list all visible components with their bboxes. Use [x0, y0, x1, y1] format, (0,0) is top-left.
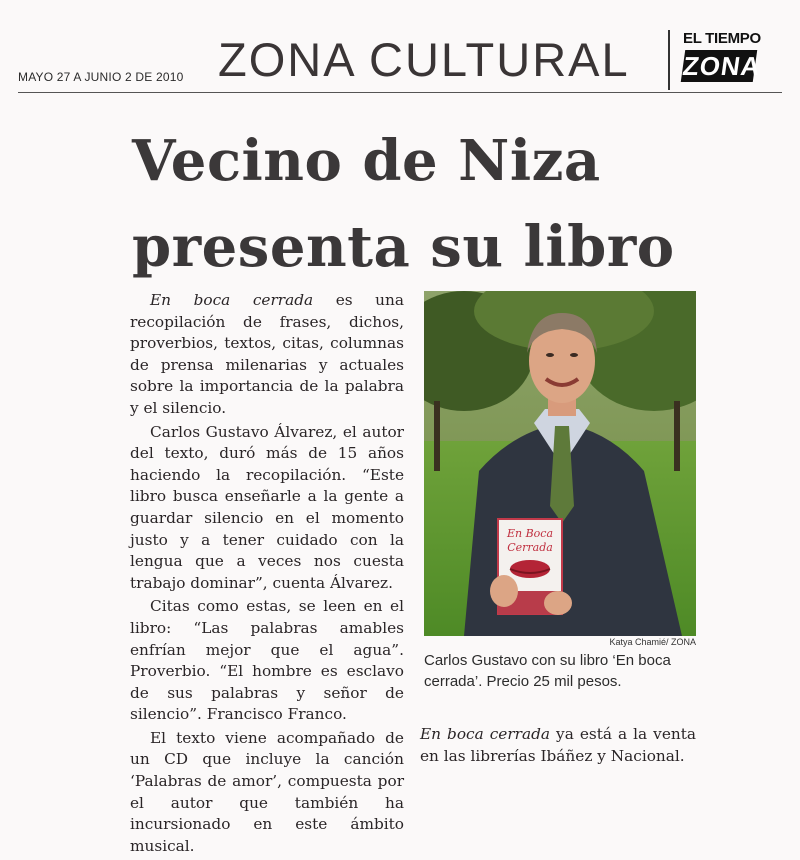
headline-line-1: Vecino de Niza [132, 128, 601, 194]
paragraph-2-text: Carlos Gustavo Álvarez, el autor del texto, duró más de 15 años haciendo la recopilación. “Este libro busca enseñarle a la gente a guardar silencio en el momento justo y a tener cuidado con la lengua que a veces nos cuesta trabajo dominar”, cuenta Álvarez. [130, 422, 404, 592]
paragraph-1-text: es una recopilación de frases, dichos, proverbios, textos, citas, columnas de prensa milenarias y actuales sobre la importancia de la palabra y el silencio. [130, 291, 404, 417]
book-cover-title-1: En Boca [506, 527, 554, 540]
issue-date: MAYO 27 A JUNIO 2 DE 2010 [18, 70, 184, 84]
paragraph-4 [130, 728, 404, 858]
logo-top-text: EL TIEMPO [683, 30, 761, 47]
headline-line-2: presenta su libro [132, 214, 675, 280]
author-photo-illustration [424, 291, 696, 636]
section-title: ZONA CULTURAL [218, 33, 630, 86]
header-divider [668, 30, 670, 90]
author-photo [424, 291, 696, 636]
paragraph-4-text: El texto viene acompañado de un CD que incluye la canción ‘Palabras de amor’, compuesta por el autor que también ha incursionado en este ámbito musical. [130, 728, 404, 855]
paragraph-3-text: Citas como estas, se leen en el libro: “Las palabras amables enfrían mejor que el agua”. Proverbio. “El hombre es esclavo de sus palabras y señor de silencio”. Francisco Franco. [130, 597, 404, 724]
article-column-left [130, 290, 404, 857]
logo-bottom-text: ZONA [680, 51, 763, 81]
header-rule [18, 92, 782, 93]
book-cover-title-2: Cerrada [507, 541, 553, 554]
book-title-italic-2: En boca cerrada [420, 725, 551, 743]
paragraph-2 [130, 422, 404, 595]
book-title-italic: En boca cerrada [150, 291, 314, 309]
photo-credit: Katya Chamié/ ZONA [609, 637, 696, 647]
paragraph-3 [130, 596, 404, 726]
paragraph-1 [130, 290, 404, 420]
article-column-right [420, 724, 696, 767]
photo-caption: Carlos Gustavo con su libro ‘En boca cerrada’. Precio 25 mil pesos. [424, 652, 671, 690]
headline [132, 118, 692, 290]
publication-logo [680, 30, 775, 82]
paragraph-4-end: ya está a la venta en las librerías Ibáñez y Nacional. [420, 725, 696, 765]
